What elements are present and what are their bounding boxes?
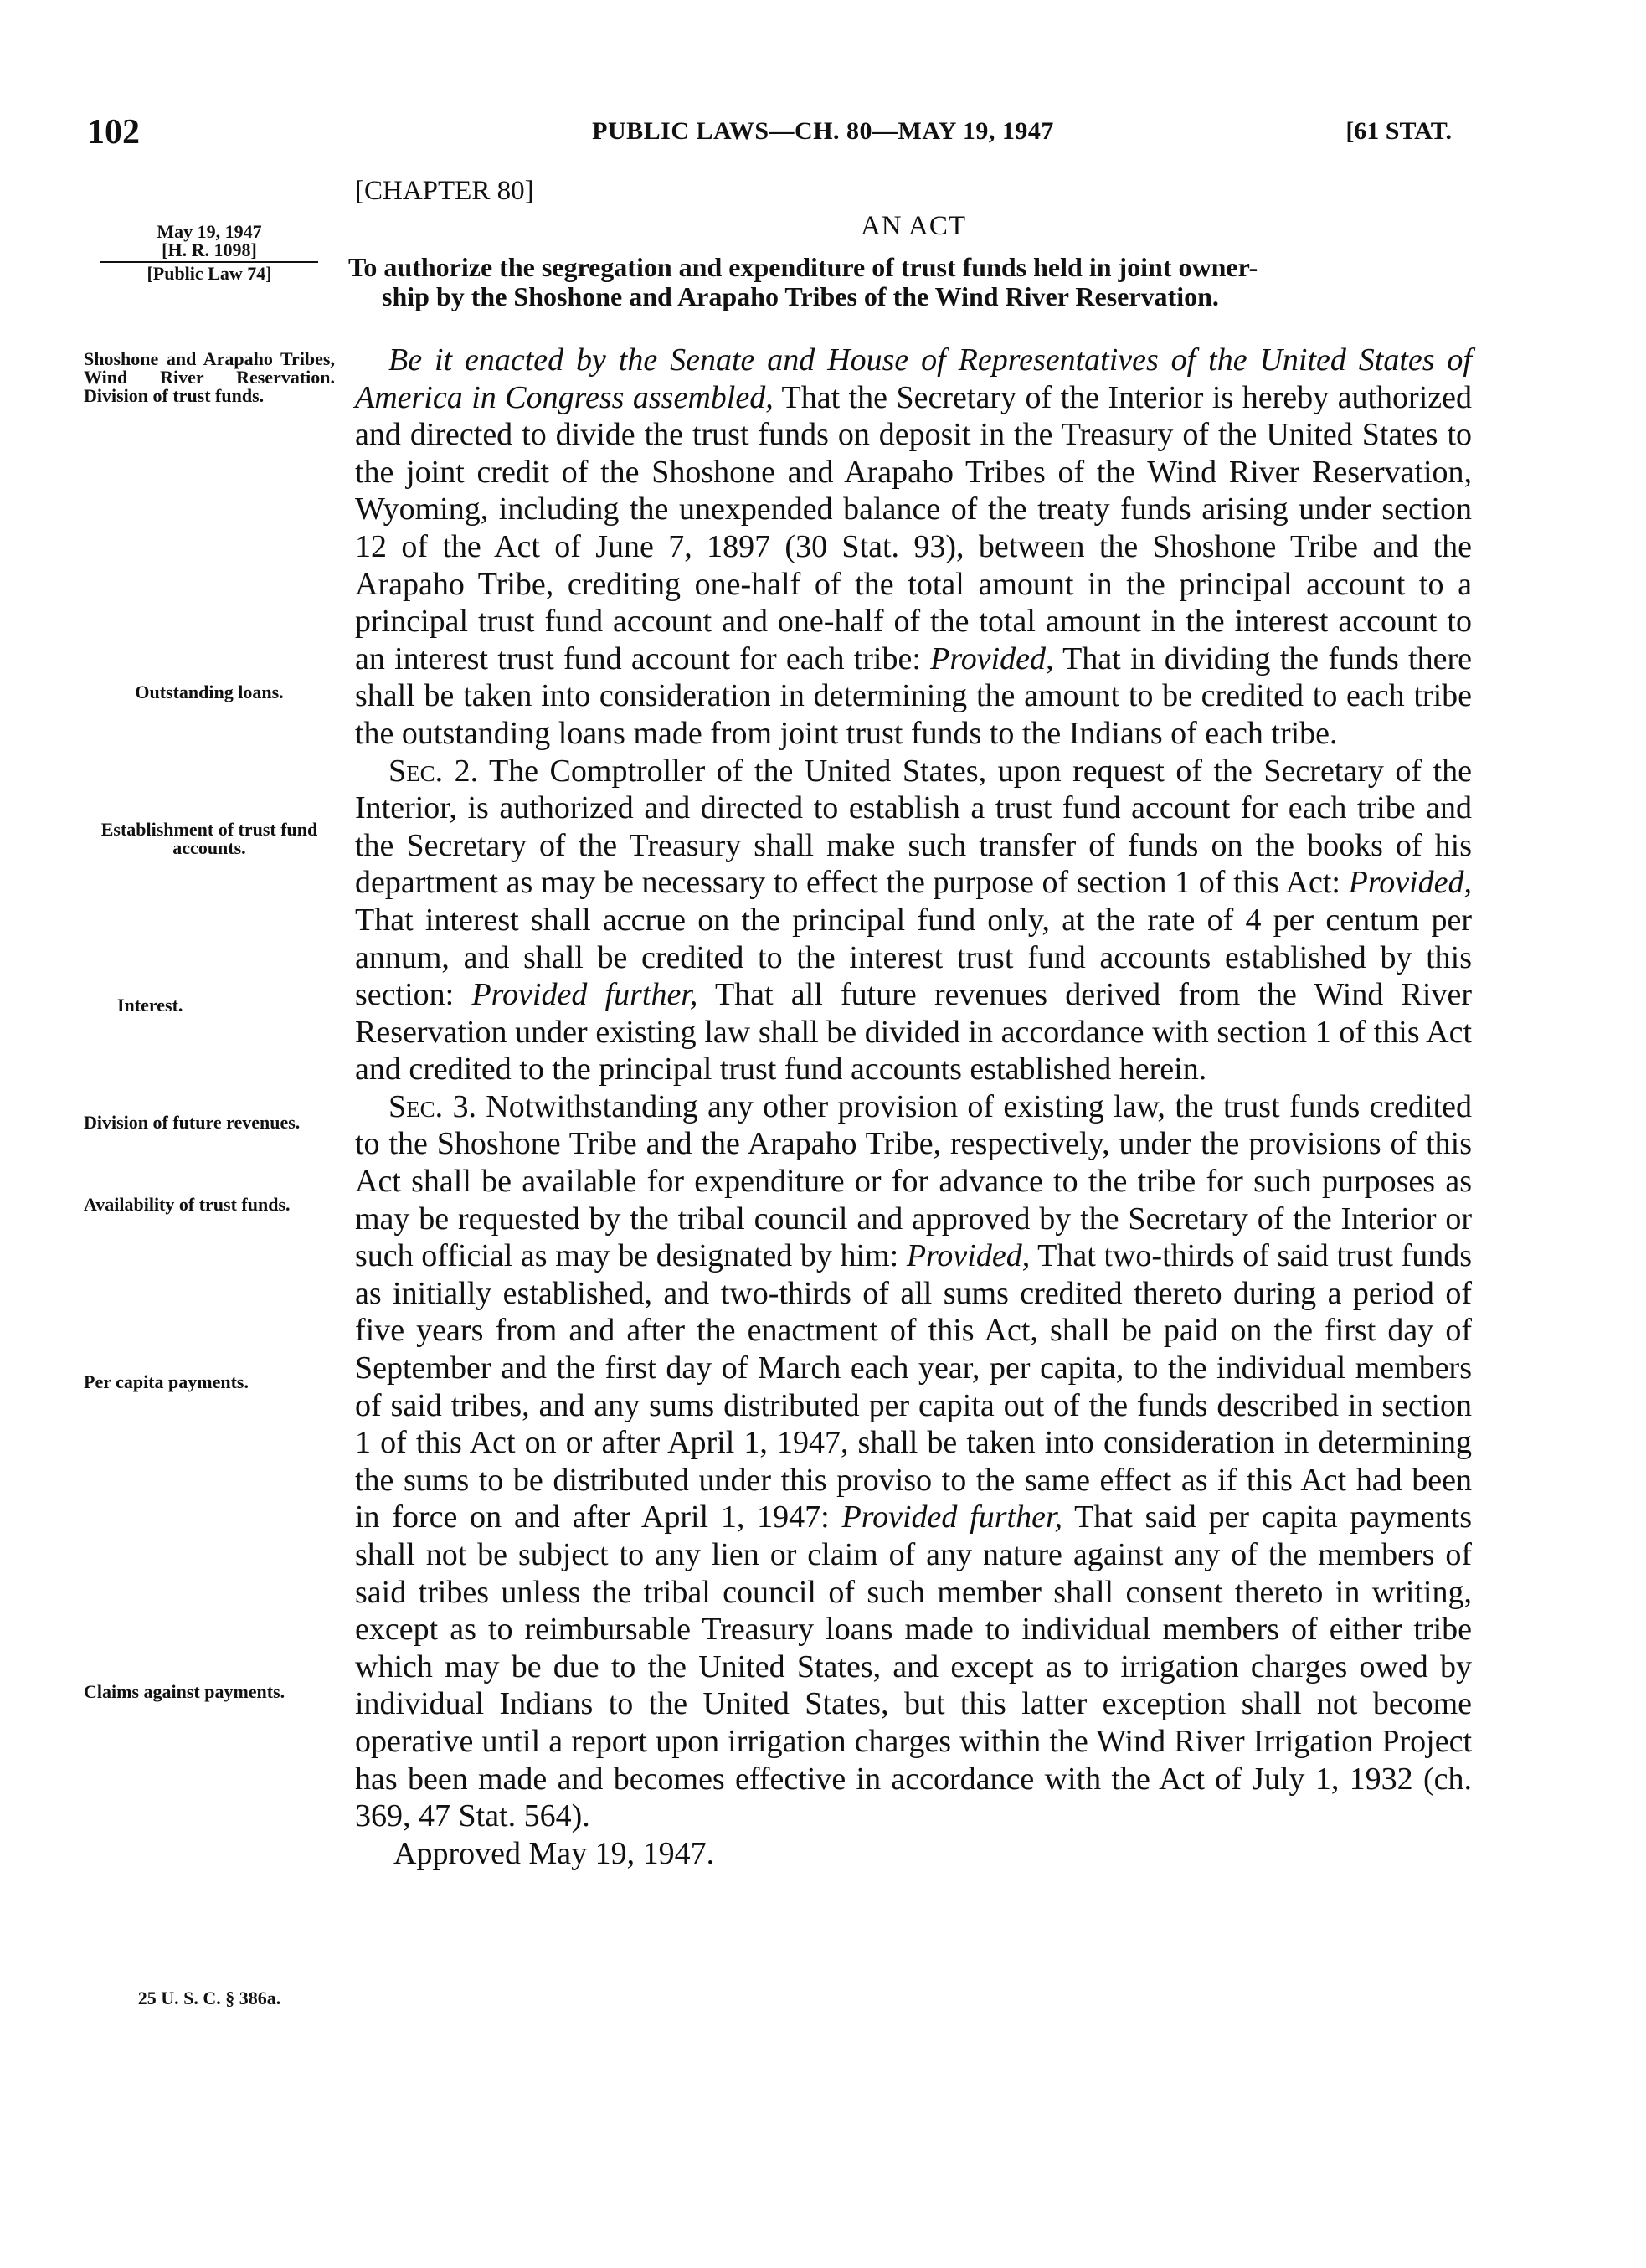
chapter-number: [CHAPTER 80] (355, 176, 534, 206)
act-body (355, 342, 1472, 1872)
section-3-text-c: That said per capita payments shall not be subject to any lien or claim of any nature against any of the members of said tribes unless the tribal council of such member shall consent thereto in writing, except as to reimbursable Treasury loans made to individual members of either tribe which may be due to the United States, and except as to irrigation charges owed by individual Indians to the United States, but this latter exception shall not become operative until a report upon irrigation charges within the Wind River Irrigation Project has been made and becomes effective in accordance with the Act of July 1, 1932 (ch. 369, 47 Stat. 564). (355, 1499, 1473, 1834)
purpose-line-1: To authorize the segregation and expenditure of trust funds held in joint owner- (348, 252, 1258, 282)
section-3 (355, 1088, 1472, 1835)
margin-note-availability: Availability of trust funds. (84, 1194, 291, 1215)
proviso: Provided, (906, 1238, 1031, 1274)
section-3-label: Sec. 3. (388, 1088, 476, 1124)
margin-note-per-capita: Per capita payments. (84, 1371, 249, 1392)
proviso-further: Provided further, (471, 977, 698, 1013)
section-2 (355, 753, 1472, 1088)
margin-note-loans: Outstanding loans. (135, 681, 284, 702)
enacting-clause: Be it enacted by the Senate and House of Representatives of the United States of America in Congress assembled, (355, 342, 1472, 415)
section-2-text-b: That interest shall accrue on the principal fund only, at the rate of 4 per centum per annum, and shall be credited to the interest trust fund accounts established by this section: (355, 902, 1472, 1013)
section-2-label: Sec. 2. (388, 753, 479, 789)
proviso-further: Provided further, (841, 1499, 1063, 1535)
section-2-text-c: That all future revenues derived from the Wind River Reservation under existing law shall be divided in accordance with section 1 of this Act and credited to the principal trust fund accounts established herein. (355, 977, 1472, 1088)
section-1-text-a: That the Secretary of the Interior is hereby authorized and directed to divide the trust funds on deposit in the Treasury of the United States to the joint credit of the Shoshone and Arapaho Tribes of the Wind River Reservation, Wyoming, including the unexpended balance of the treaty funds arising under section 12 of the Act of June 7, 1897 (30 Stat. 93), between the Shoshone Tribe and the Arapaho Tribe, crediting one-half of the total amount in the principal account to a principal trust fund account and one-half of the total amount in the interest account to an interest trust fund account for each tribe: (355, 379, 1472, 676)
margin-note-usc: 25 U. S. C. § 386a. (137, 1988, 281, 2008)
margin-note-division: Shoshone and Arapaho Tribes, Wind River Reservation. Division of trust funds. (84, 348, 335, 406)
proviso: Provided, (1348, 865, 1472, 901)
bill-number: [H. R. 1098] (162, 239, 257, 260)
section-3-text-b: That two-thirds of said trust funds as initially established, and two-thirds of all sums credited thereto during a period of five years from and after the enactment of this Act, shall be paid on the first day of September and the first day of March each year, per capita, to the individual members of said tribes, and any sums distributed per capita out of the funds described in section 1 of this Act on or after April 1, 1947, shall be taken into consideration in determining the sums to be distributed under this proviso to the same effect as if this Act had been in force on and after April 1, 1947: (355, 1238, 1472, 1535)
section-3-text-a: Notwithstanding any other provision of existing law, the trust funds credited to the Shoshone Tribe and the Arapaho Tribe, respectively, under the provisions of this Act shall be available for expenditure or for advance to the tribe for such purposes as may be requested by the tribal council and approved by the Secretary of the Interior or such official as may be designated by him: (355, 1088, 1473, 1274)
proviso: Provided, (930, 640, 1054, 676)
page-number: 102 (87, 113, 140, 152)
purpose-line-2: ship by the Shoshone and Arapaho Tribes of the Wind River Reservation. (382, 281, 1219, 311)
public-law-number: [Public Law 74] (147, 263, 272, 284)
date-block (84, 223, 335, 283)
section-1 (355, 342, 1472, 753)
running-head-title: PUBLIC LAWS—CH. 80—MAY 19, 1947 (592, 117, 1054, 145)
act-purpose (348, 253, 1479, 311)
act-title: AN ACT (860, 211, 967, 241)
running-head (0, 112, 1646, 152)
volume-reference: [61 STAT. (1345, 117, 1452, 145)
section-1-text-b: That in dividing the funds there shall be taken into consideration in determining the amount to be credited to each tribe the outstanding loans made from joint trust funds to the Indians of each tribe. (355, 640, 1472, 751)
margin-note-claims: Claims against payments. (84, 1681, 285, 1702)
section-2-text-a: The Comptroller of the United States, upon request of the Secretary of the Interior, is authorized and directed to establish a trust fund account for each tribe and the Secretary of the Treasury shall make such transfer of funds on the books of his department as may be necessary to effect the purpose of section 1 of this Act: (355, 753, 1472, 901)
approval-line: Approved May 19, 1947. (393, 1835, 715, 1871)
enactment-date: May 19, 1947 (157, 221, 262, 242)
margin-note-future: Division of future revenues. (84, 1112, 301, 1133)
margin-note-accounts: Establishment of trust fund accounts. (100, 819, 318, 858)
margin-note-interest: Interest. (117, 995, 183, 1016)
